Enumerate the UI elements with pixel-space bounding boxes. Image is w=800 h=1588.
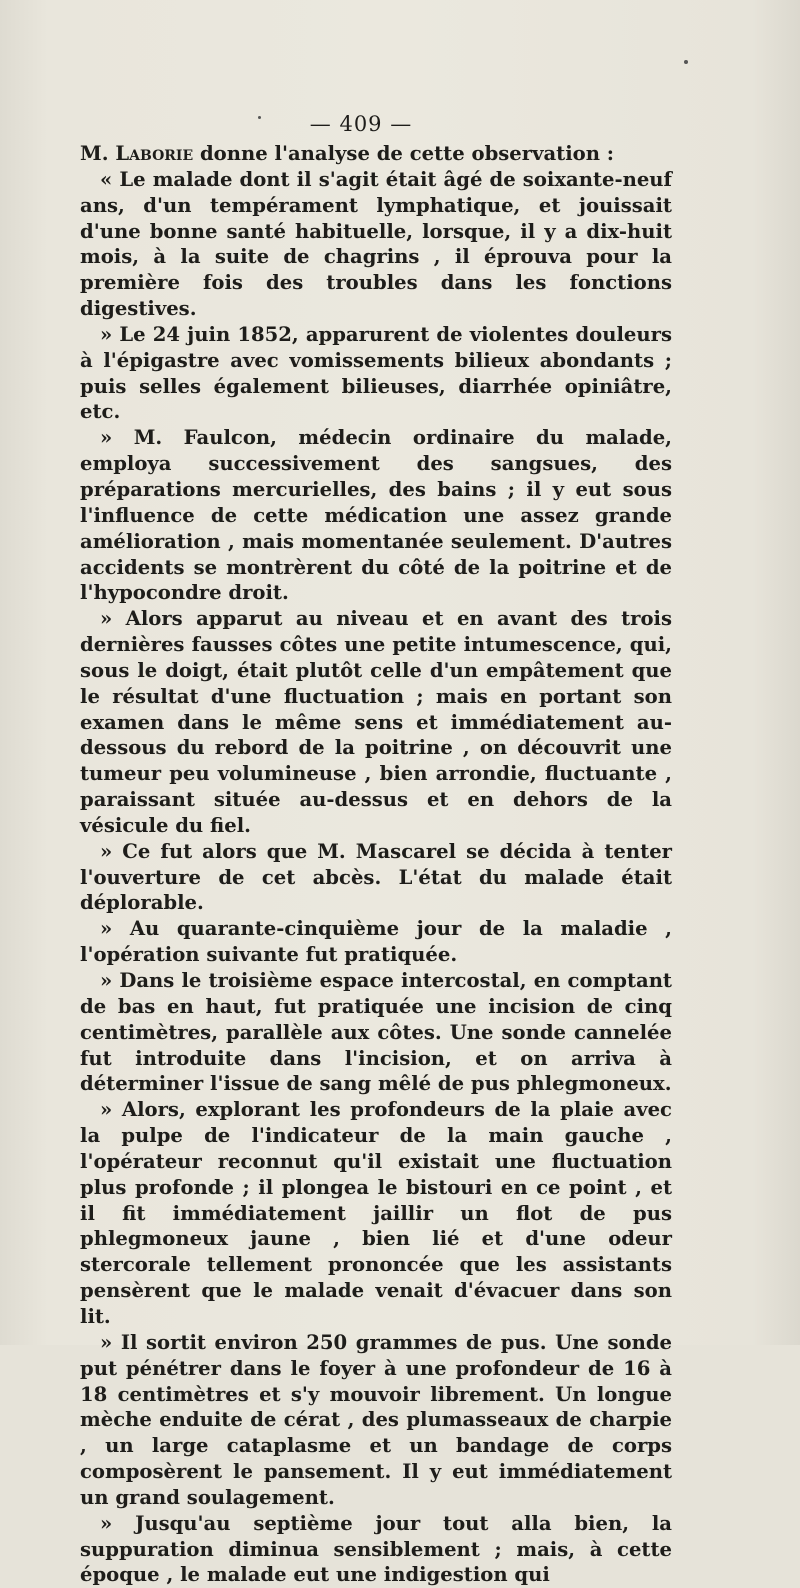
paragraph: » Ce fut alors que M. Mascarel se décida à tenter l'ouverture de cet abcès. L'état du malade était déplorable. (80, 839, 672, 915)
paragraph: » Il sortit environ 250 grammes de pus. Une sonde put pénétrer dans le foyer à une profondeur de 16 à 18 centimètres et s'y mouvoir librement. Un longue mèche enduite de cérat , des plumasseaux de charpie , un large cataplasme et un bandage de corps composèrent le pansement. Il y eut immédiatement un grand soulagement. (80, 1330, 672, 1509)
author-name: Laborie (115, 142, 194, 165)
paragraph: » M. Faulcon, médecin ordinaire du malade, employa successivement des sangsues, des préparations mercurielles, des bains ; il y eut sous l'influence de cette médication une assez grande amélioration , mais momentanée seulement. D'autres accidents se montrèrent du côté de la poitrine et de l'hypocondre droit. (80, 426, 672, 605)
intro-text: donne l'analyse de cette observation : (193, 142, 615, 165)
page-number: — 409 — (309, 112, 413, 136)
paragraph: » Jusqu'au septième jour tout alla bien, la suppuration diminua sensiblement ; mais, à cette époque , le malade eut une indigestion qui (80, 1511, 672, 1587)
paragraph: » Dans le troisième espace intercostal, en comptant de bas en haut, fut pratiquée une incision de cinq centimètres, parallèle aux côtes. Une sonde cannelée fut introduite dans l'incision, et on arriva à déterminer l'issue de sang mêlé de pus phlegmoneux. (80, 969, 672, 1096)
paragraph: » Alors, explorant les profondeurs de la plaie avec la pulpe de l'indicateur de la main gauche , l'opérateur reconnut qu'il existait une fluctuation plus profonde ; il plongea le bistouri en ce point , et il fit immédiatement jaillir un flot de pus phlegmoneux jaune , bien lié et d'une odeur stercorale tellement prononcée que les assistants pensèrent que le malade venait d'évacuer dans son lit. (80, 1098, 672, 1328)
ink-speck (684, 60, 688, 64)
paragraph: » Au quarante-cinquième jour de la maladie , l'opération suivante fut pratiquée. (80, 917, 672, 967)
paragraph: « Le malade dont il s'agit était âgé de soixante-neuf ans, d'un tempérament lymphatique, et jouissait d'une bonne santé habituelle, lorsque, il y a dix-huit mois, à la suite de chagrins , il éprouva pour la première fois des troubles dans les fonctions digestives. (80, 167, 672, 321)
intro-line (80, 141, 672, 167)
author-prefix: M. (80, 142, 116, 165)
body-text (80, 141, 672, 1588)
paragraph: » Le 24 juin 1852, apparurent de violentes douleurs à l'épigastre avec vomissements bilieux abondants ; puis selles également bilieuses, diarrhée opiniâtre, etc. (80, 322, 672, 424)
paragraph: » Alors apparut au niveau et en avant des trois dernières fausses côtes une petite intumescence, qui, sous le doigt, était plutôt celle d'un empâtement que le résultat d'une fluctuation ; mais en portant son examen dans le même sens et immédiatement au-dessous du rebord de la poitrine , on découvrit une tumeur peu volumineuse , bien arrondie, fluctuante , paraissant située au-dessus et en dehors de la vésicule du fiel. (80, 607, 672, 837)
